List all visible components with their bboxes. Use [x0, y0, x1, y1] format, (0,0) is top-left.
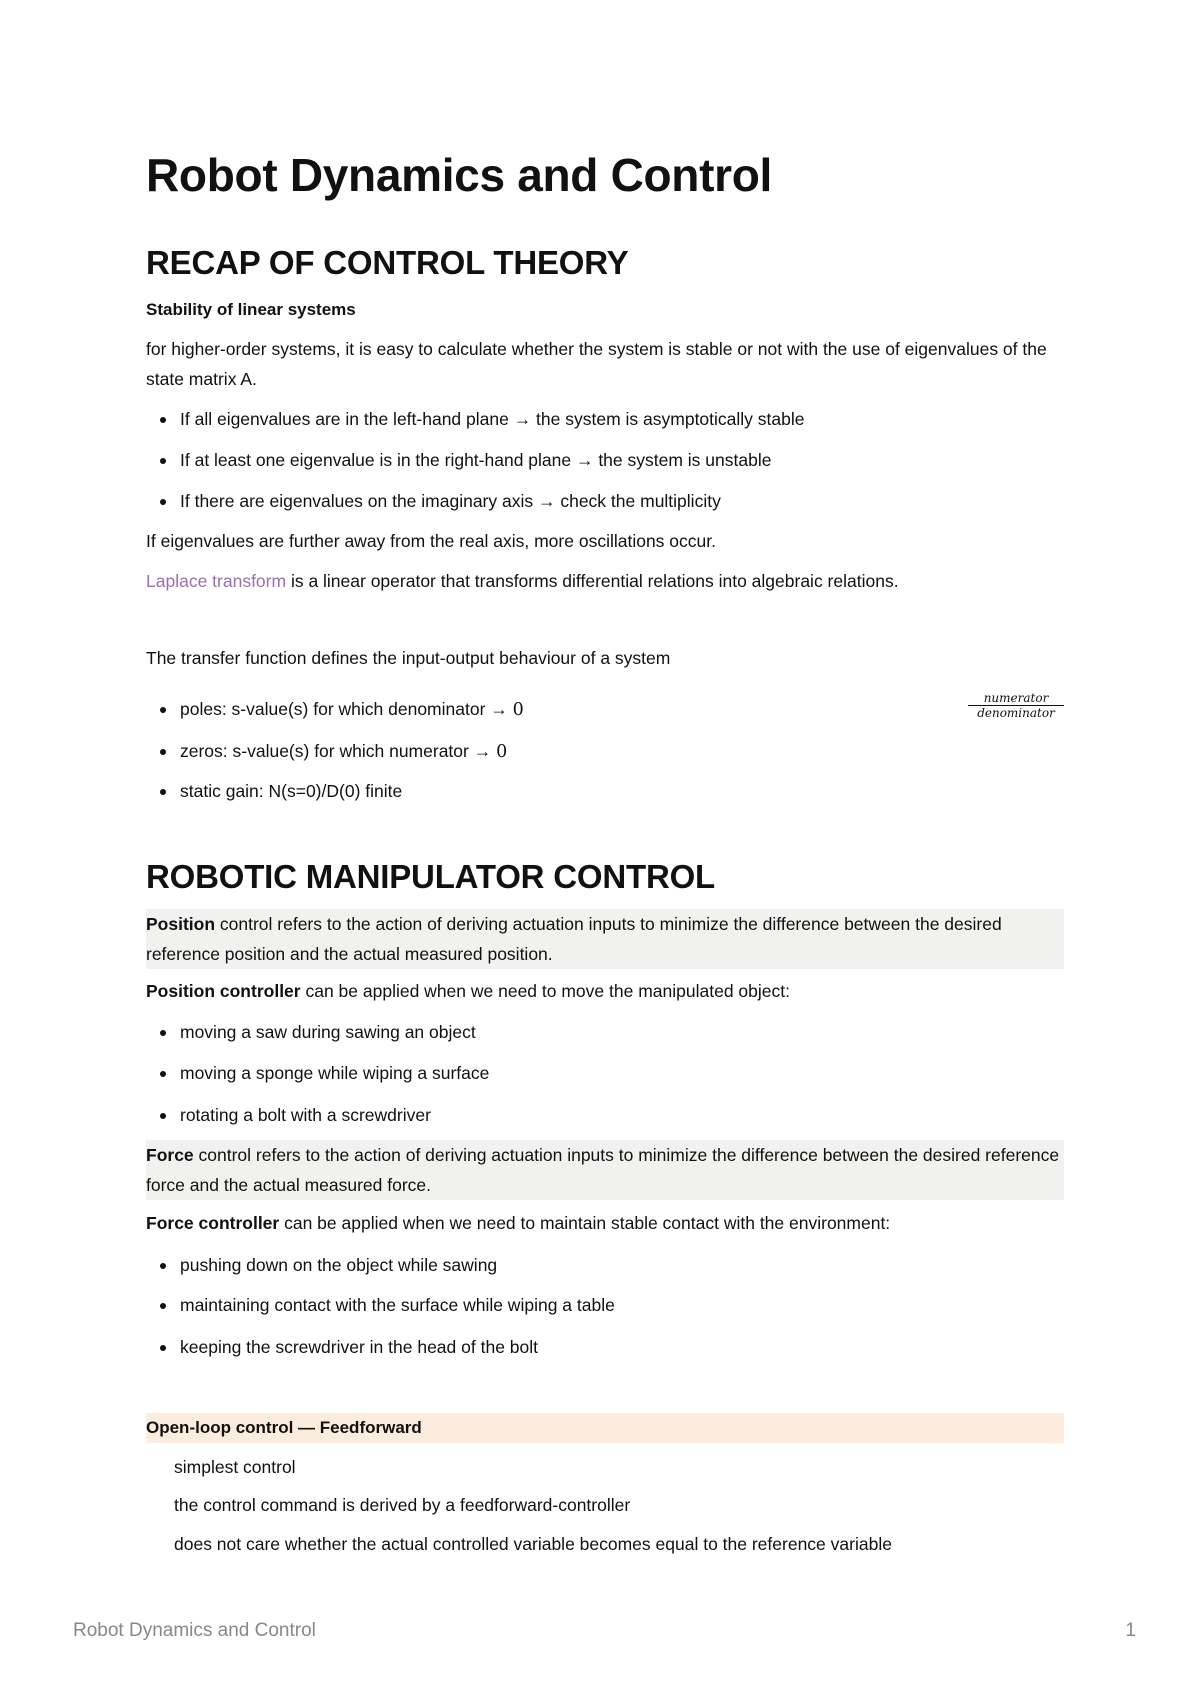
- bullet-dot: [160, 1263, 166, 1269]
- position-bullet-3: rotating a bolt with a screwdriver: [146, 1103, 431, 1127]
- laplace-paragraph: Laplace transform is a linear operator that transforms differential relations into algebraic relations.: [146, 571, 899, 591]
- stability-bullet-3: If there are eigenvalues on the imaginary axis → check the multiplicity: [146, 489, 721, 513]
- position-bullet-1: moving a saw during sawing an object: [146, 1020, 476, 1044]
- fraction-denominator: denominator: [977, 706, 1055, 720]
- force-bullet-2: maintaining contact with the surface while wiping a table: [146, 1293, 615, 1317]
- footer-title: Robot Dynamics and Control: [73, 1620, 316, 1641]
- fraction-numerator: numerator: [968, 691, 1064, 706]
- stability-bullet-2: If at least one eigenvalue is in the right-hand plane → the system is unstable: [146, 448, 771, 472]
- footer-page-number: 1: [1125, 1620, 1136, 1641]
- position-bullet-2: moving a sponge while wiping a surface: [146, 1061, 489, 1085]
- force-controller-text: Force controller can be applied when we need to maintain stable contact with the environment:: [146, 1213, 891, 1233]
- section-heading-recap: RECAP OF CONTROL THEORY: [146, 244, 629, 281]
- position-control-callout: Position control refers to the action of deriving actuation inputs to minimize the difference between the desired reference position and the actual measured position.: [146, 909, 1064, 969]
- openloop-heading: Open-loop control — Feedforward: [146, 1418, 422, 1437]
- bullet-dot: [160, 1071, 166, 1077]
- laplace-transform-link[interactable]: Laplace transform: [146, 571, 287, 591]
- bullet-dot: [160, 789, 166, 795]
- stability-bullet-1: If all eigenvalues are in the left-hand plane → the system is asymptotically stable: [146, 407, 805, 431]
- section-heading-manipulator: ROBOTIC MANIPULATOR CONTROL: [146, 858, 716, 895]
- bullet-dot: [160, 1030, 166, 1036]
- bullet-dot: [160, 458, 166, 464]
- openloop-item-2: the control command is derived by a feedforward-controller: [174, 1495, 631, 1515]
- bullet-dot: [160, 417, 166, 423]
- force-bullet-3: keeping the screwdriver in the head of the bolt: [146, 1335, 538, 1359]
- stability-intro: for higher-order systems, it is easy to calculate whether the system is stable or not with the use of eigenvalues of the state matrix A.: [146, 339, 1047, 389]
- oscillation-note: If eigenvalues are further away from the real axis, more oscillations occur.: [146, 531, 716, 551]
- force-control-callout: Force control refers to the action of deriving actuation inputs to minimize the difference between the desired reference force and the actual measured force.: [146, 1140, 1064, 1200]
- bullet-dot: [160, 749, 166, 755]
- openloop-heading-callout: [146, 1413, 1064, 1443]
- tf-bullet-poles: poles: s-value(s) for which denominator → 0: [146, 697, 524, 722]
- transfer-function-fraction: [968, 691, 1064, 720]
- position-bold: Position: [146, 914, 216, 934]
- force-bold: Force: [146, 1145, 194, 1165]
- tf-bullet-static-gain: static gain: N(s=0)/D(0) finite: [146, 779, 402, 803]
- subheading-stability: Stability of linear systems: [146, 300, 356, 319]
- bullet-dot: [160, 499, 166, 505]
- page-title: Robot Dynamics and Control: [146, 149, 773, 201]
- openloop-item-1: simplest control: [174, 1457, 296, 1477]
- position-controller-text: Position controller can be applied when we need to move the manipulated object:: [146, 981, 790, 1001]
- openloop-item-3: does not care whether the actual controlled variable becomes equal to the reference variable: [174, 1534, 892, 1554]
- bullet-dot: [160, 1303, 166, 1309]
- tf-bullet-zeros: zeros: s-value(s) for which numerator → 0: [146, 739, 507, 764]
- bullet-dot: [160, 1345, 166, 1351]
- transfer-function-text: The transfer function defines the input-output behaviour of a system: [146, 648, 671, 668]
- bullet-dot: [160, 1113, 166, 1119]
- bullet-dot: [160, 707, 166, 713]
- force-bullet-1: pushing down on the object while sawing: [146, 1253, 497, 1277]
